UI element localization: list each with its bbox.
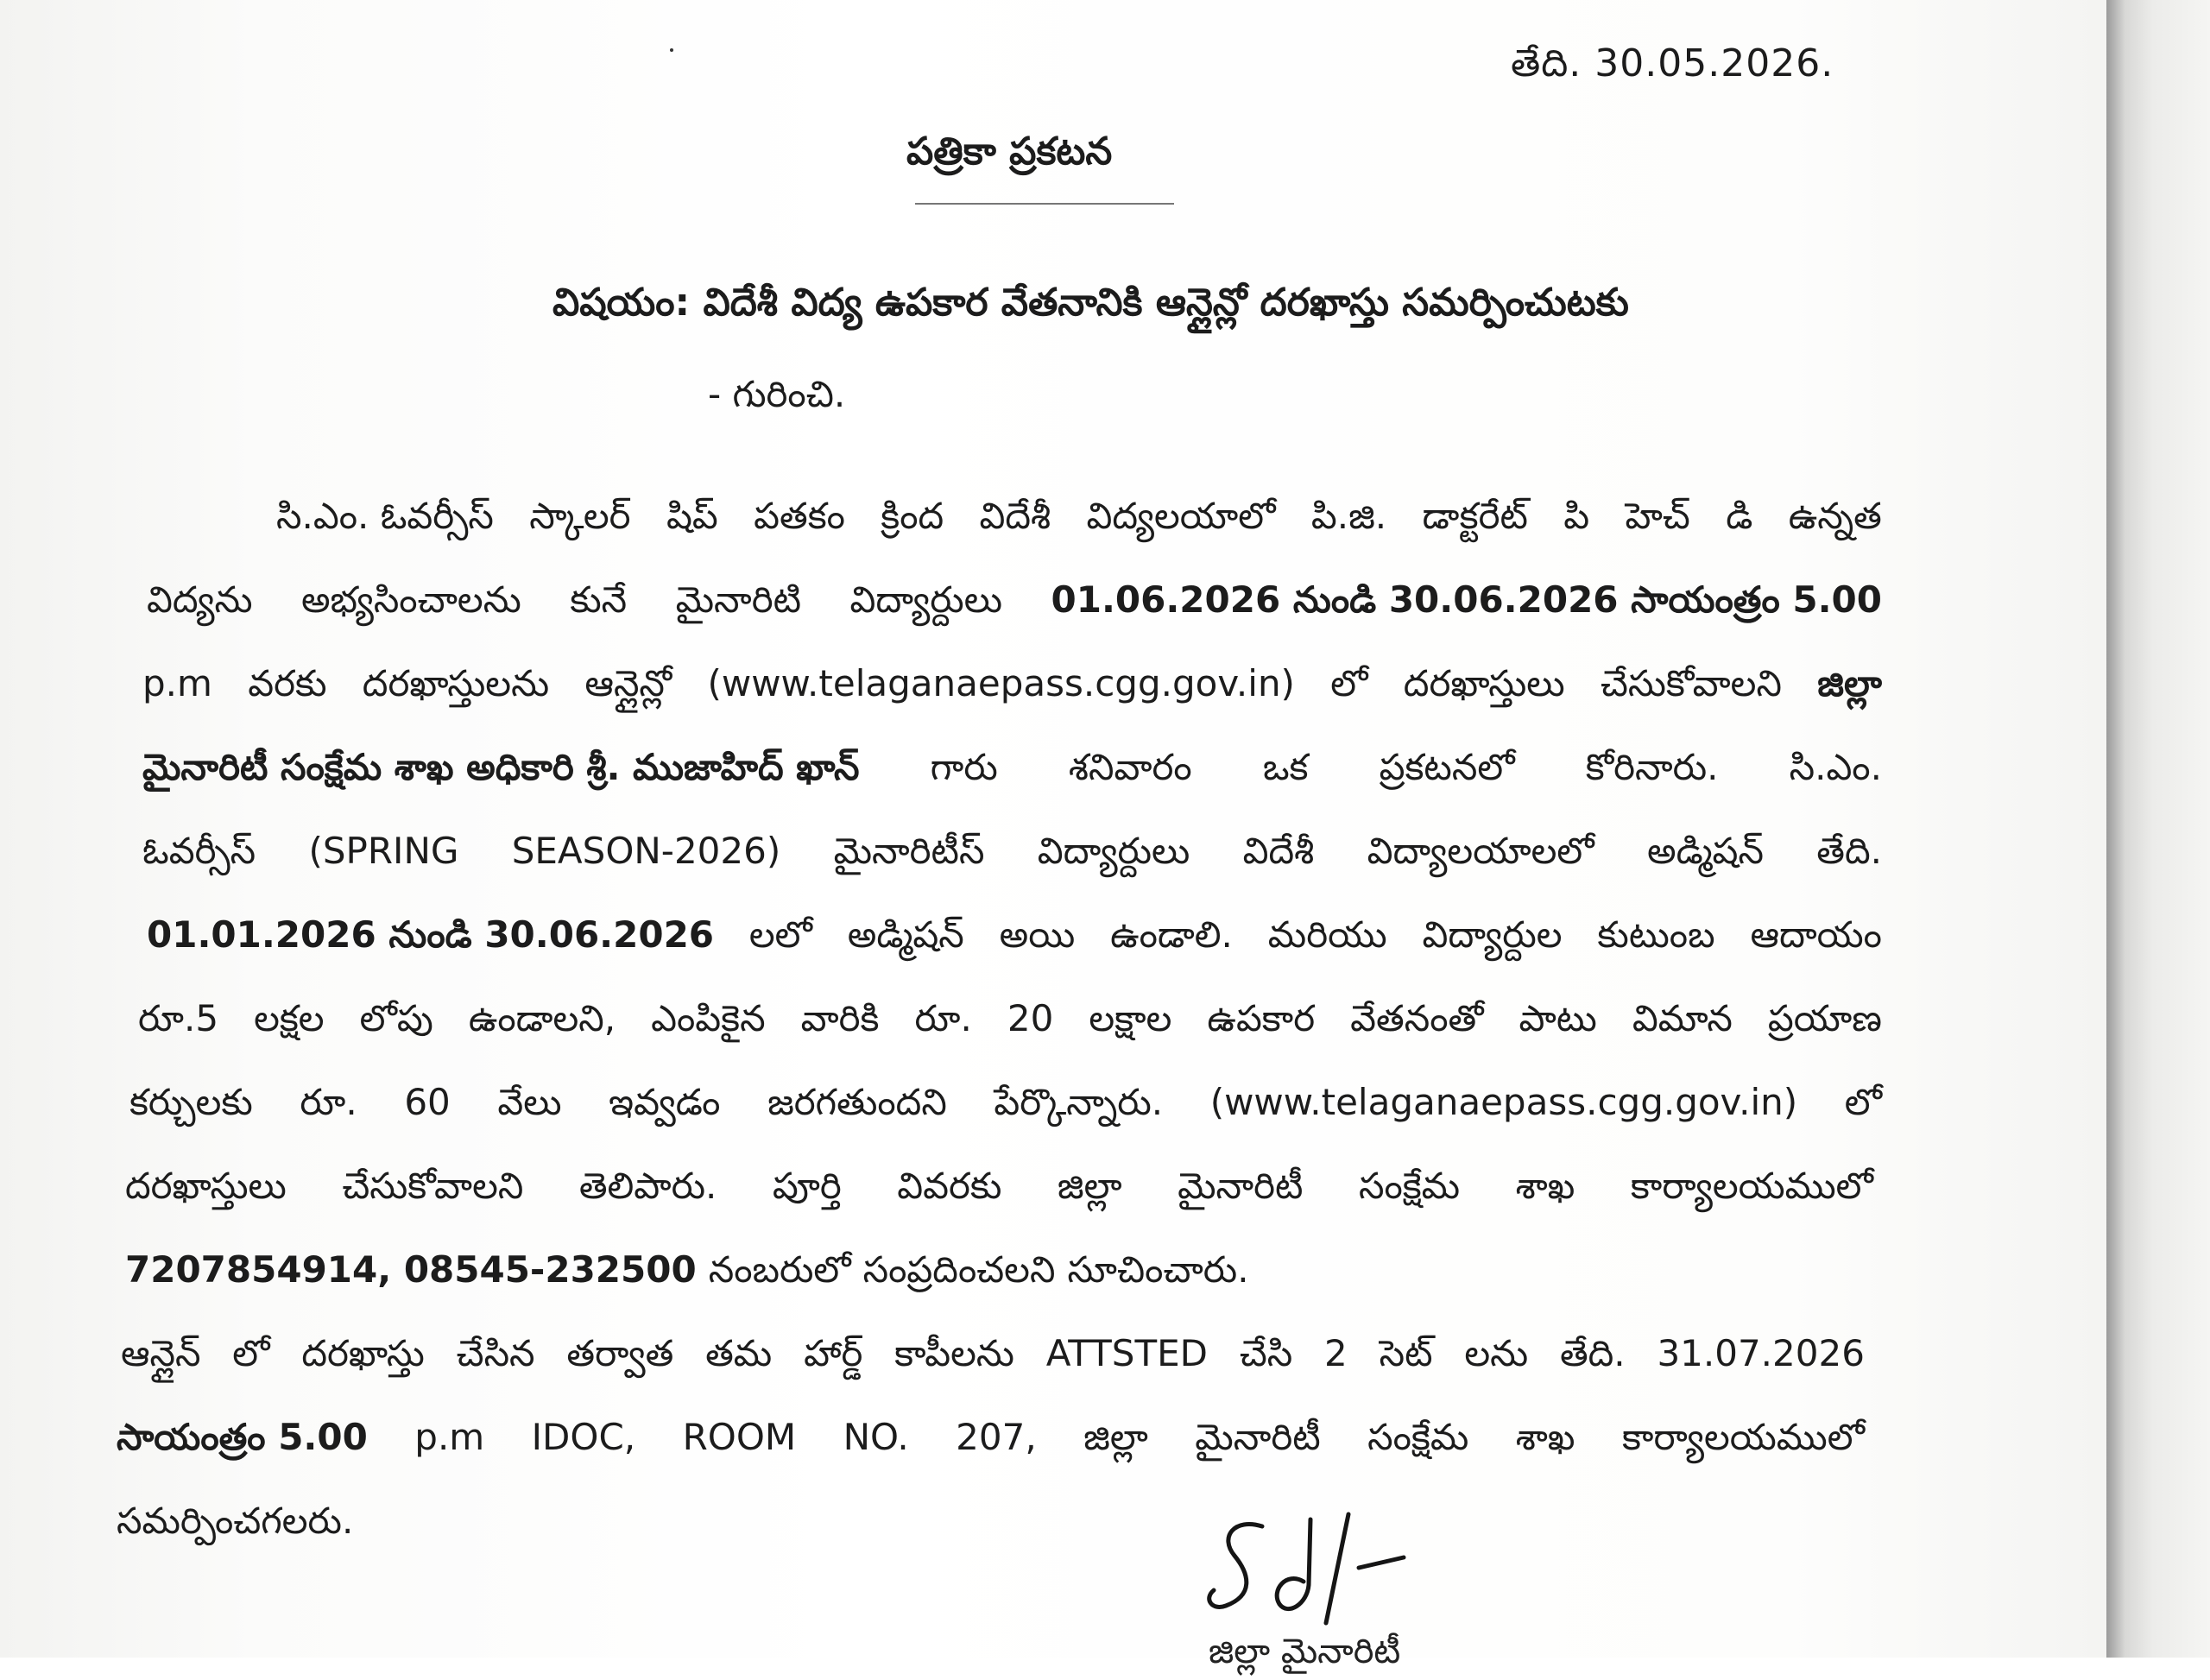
body-line-12: సాయంత్రం 5.00 p.m IDOC, ROOM NO. 207, జిల్లా మైనారిటీ సంక్షేమ శాఖ కార్యాలయములో <box>117 1416 1865 1458</box>
body-line-6: 01.01.2026 నుండి 30.06.2026 లలో అడ్మిషన్ అయి ఉండాలి. మరియు విద్యార్దుల కుటుంబ ఆదాయం <box>147 913 1882 956</box>
body-line-5: ఓవర్సీస్ (SPRING SEASON-2026) మైనారిటీస్ విద్యార్దులు విదేశీ విద్యాలయాలలో అడ్మిషన్ తేది. <box>142 830 1882 872</box>
body-line-1: సి.ఎం. ఓవర్సీస్ స్కాలర్ షిప్ పతకం క్రింద విదేశీ విద్యలయాలో పి.జి. డాక్టరేట్ పి హెచ్ డి ఉన్నత <box>276 495 1882 537</box>
page-edge-shadow <box>2106 0 2210 1658</box>
subject-continuation: - గురించి. <box>708 373 846 415</box>
letter-date: తేది. 30.05.2026. <box>1511 41 1834 85</box>
body-line-13: సమర్పించగలరు. <box>117 1500 354 1542</box>
body-line-3: p.m వరకు దరఖాస్తులను ఆన్లైన్లో (www.telaganaepass.cgg.gov.in) లో దరఖాస్తులు చేసుకోవాలని జిల్లా <box>142 662 1882 704</box>
signature-mark <box>1200 1502 1424 1632</box>
svg-text:Sd/-: Sd/- <box>1200 1502 1202 1503</box>
body-line-8: కర్చులకు రూ. 60 వేలు ఇవ్వడం జరగతుందని పేర్కొన్నారు. (www.telaganaepass.cgg.gov.in) లో <box>129 1081 1882 1123</box>
body-line-7: రూ.5 లక్షల లోపు ఉండాలని, ఎంపికైన వారికి రూ. 20 లక్షాల ఉపకార వేతనంతో పాటు విమాన ప్రయాణ <box>138 997 1882 1039</box>
press-release-heading: పత్రికా ప్రకటన <box>906 129 1113 174</box>
body-line-2: విద్యను అభ్యసించాలను కునే మైనారిటి విద్యార్దులు 01.06.2026 నుండి 30.06.2026 సాయంత్రం 5.00 <box>147 578 1882 621</box>
body-line-10: 7207854914, 08545-232500 నంబరులో సంప్రదించలని సూచించారు. <box>125 1248 1249 1291</box>
body-line-9: దరఖాస్తులు చేసుకోవాలని తెలిపారు. పూర్తి వివరకు జిల్లా మైనారిటీ సంక్షేమ శాఖ కార్యాలయములో <box>125 1165 1873 1207</box>
body-line-4: మైనారిటీ సంక్షేమ శాఖ అధికారి శ్రీ. ముజాహిద్ ఖాన్ గారు శనివారం ఒక ప్రకటనలో కోరినారు. సి.ఎం. <box>142 746 1882 788</box>
heading-underline <box>915 203 1174 205</box>
signature-caption: జిల్లా మైనారిటీ <box>1209 1632 1401 1671</box>
body-line-11: ఆన్లైన్ లో దరఖాస్తు చేసిన తర్వాత తమ హార్డ్ కాపీలను ATTSTED చేసి 2 సెట్ లను తేది. 31.07.2026 <box>121 1332 1865 1374</box>
ink-speck <box>670 48 673 52</box>
subject-line: విషయం: విదేశీ విద్య ఉపకార వేతనానికి ఆన్లైన్లో దరఖాస్తు సమర్పించుటకు <box>552 281 1629 325</box>
